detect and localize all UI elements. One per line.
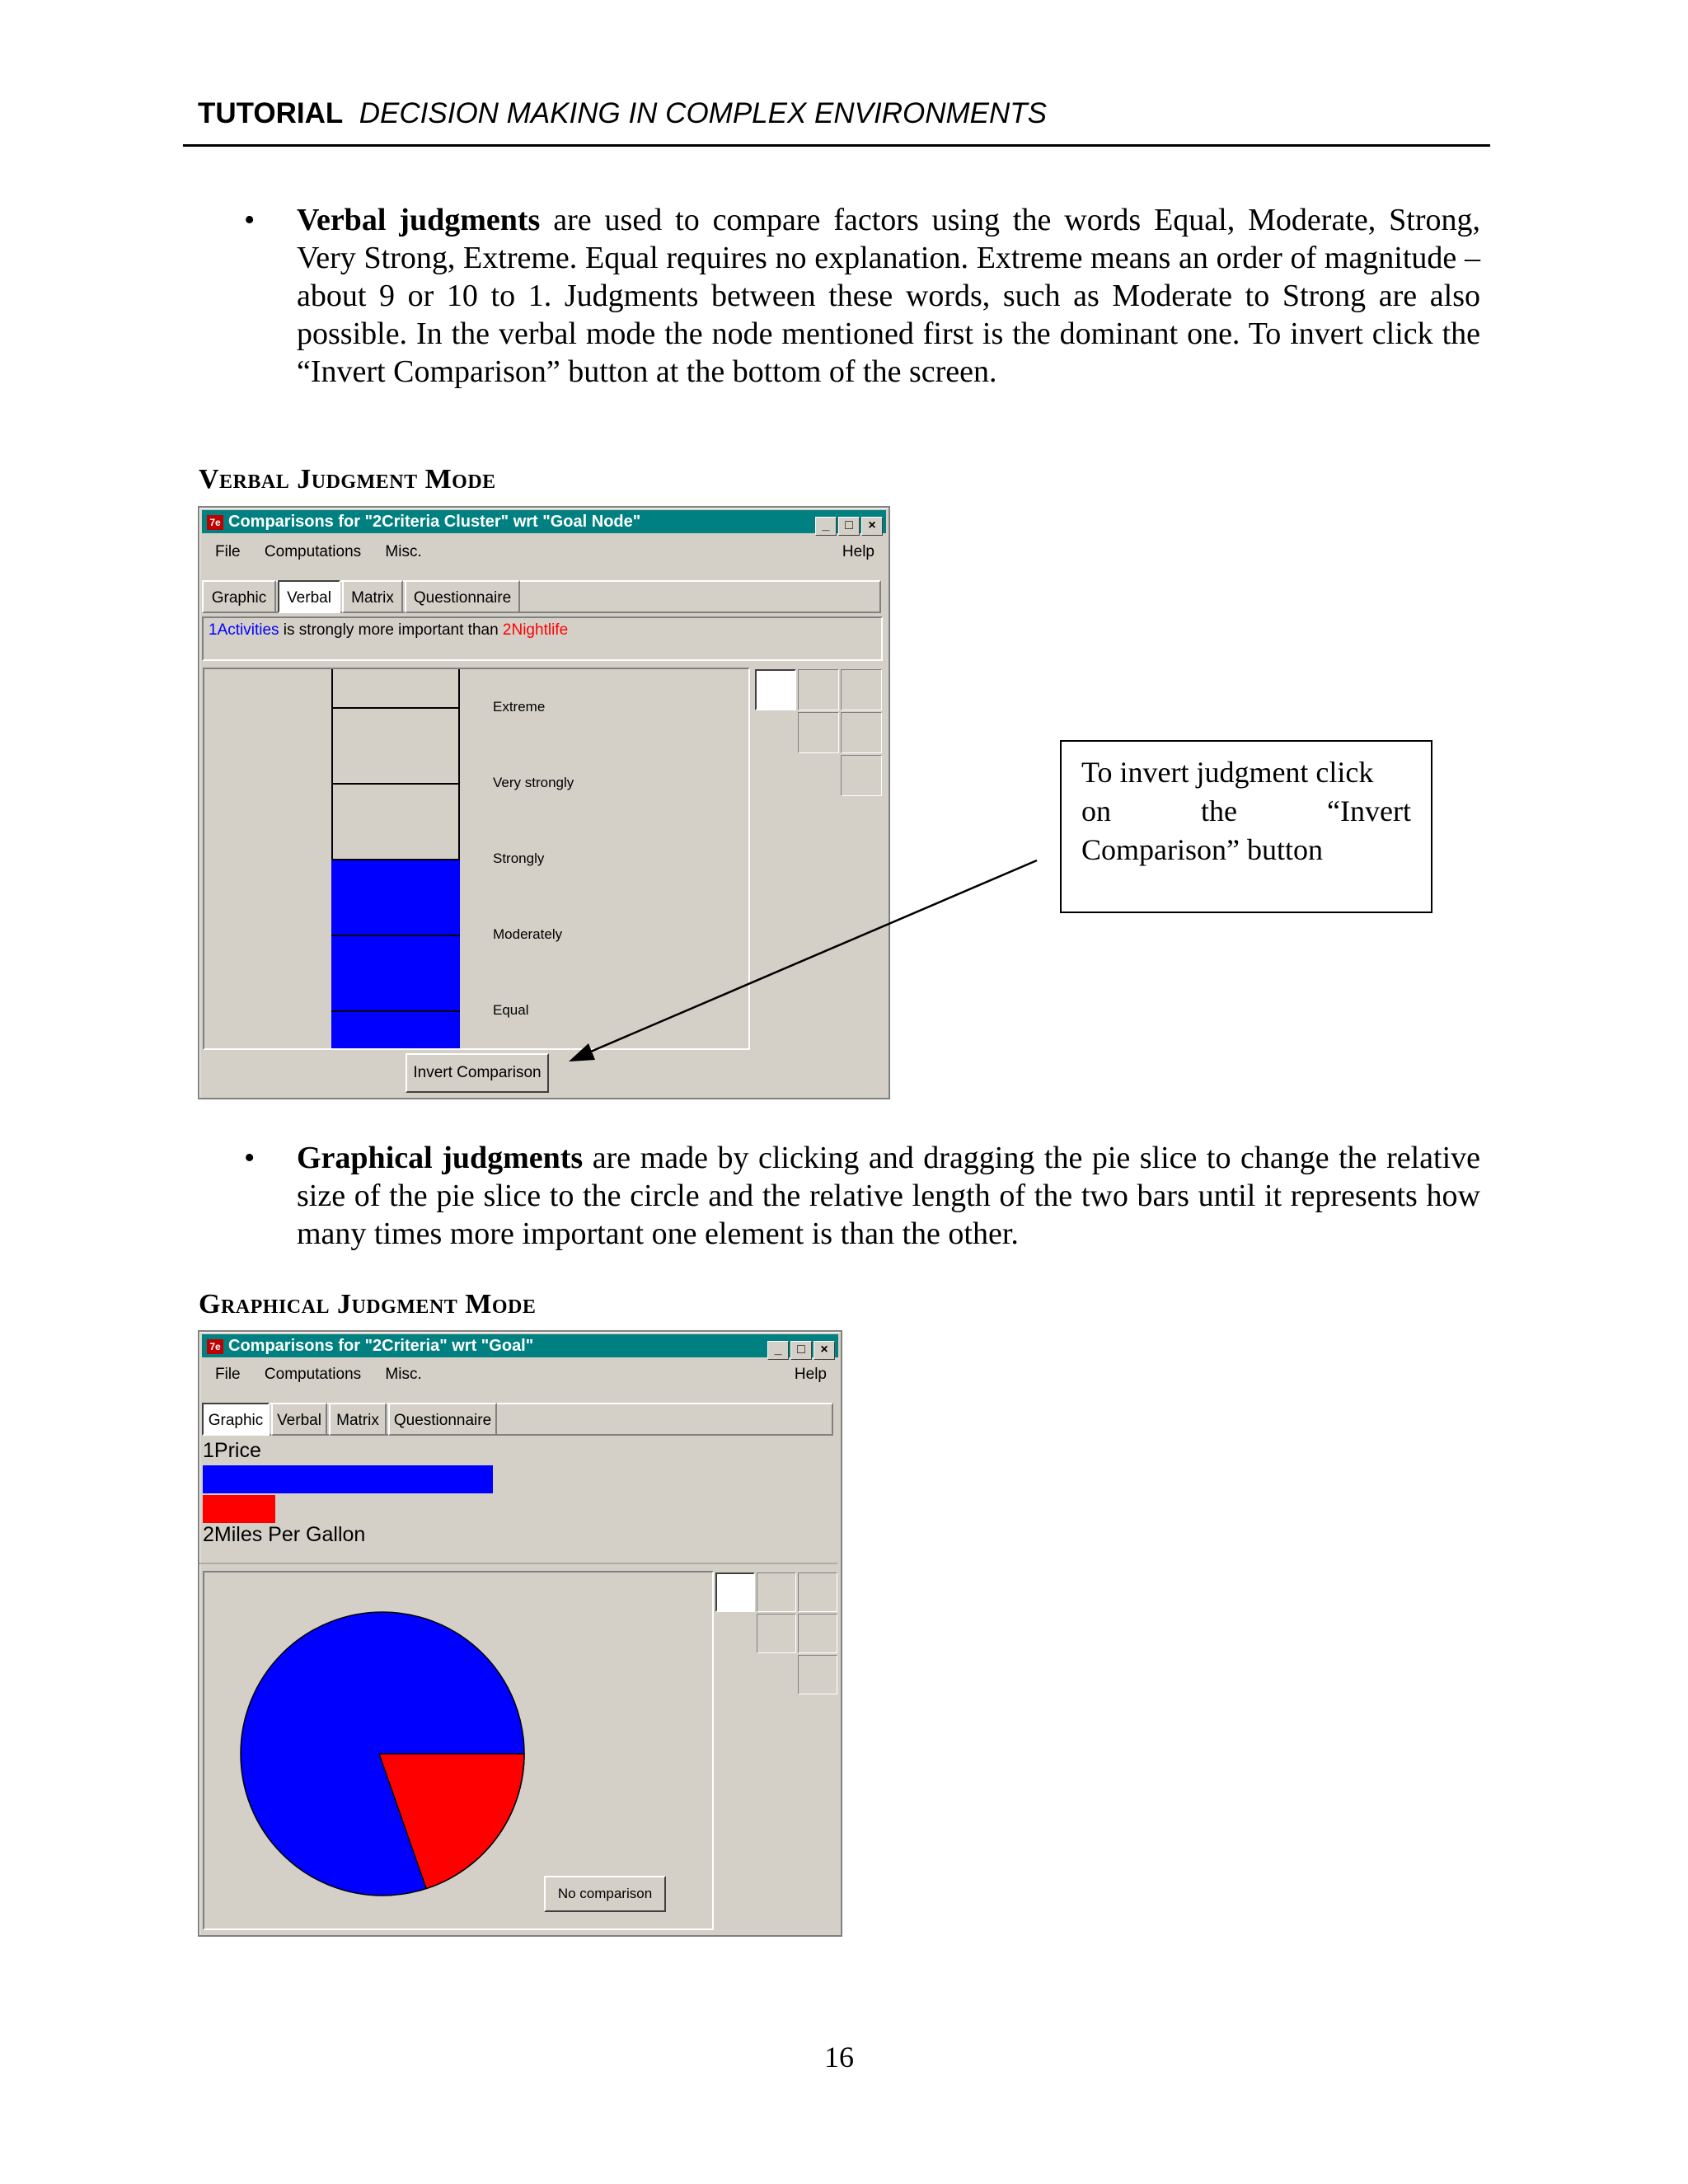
matrix-cell-3-4[interactable] (841, 755, 882, 796)
page-number: 16 (824, 2041, 854, 2074)
graphic-title: Comparisons for "2Criteria" wrt "Goal" (228, 1337, 534, 1355)
tick-moderately (331, 935, 460, 936)
item1-bar[interactable] (203, 1465, 493, 1493)
paragraph-graphical (297, 1139, 1480, 1253)
pie-chart[interactable] (237, 1609, 528, 1899)
verbal-window (198, 506, 890, 1099)
tab-questionnaire[interactable]: Questionnaire (388, 1403, 497, 1436)
tick-very-strongly (331, 783, 460, 785)
app-icon: 7e (207, 1339, 223, 1354)
statement-middle: is strongly more important than (279, 621, 503, 639)
label-very-strongly: Very strongly (493, 775, 574, 790)
statement-node2: 2Nightlife (502, 621, 569, 639)
tab-verbal[interactable]: Verbal (271, 1403, 327, 1436)
matrix-cell-3-4[interactable] (798, 1655, 837, 1694)
maximize-icon[interactable]: □ (790, 1341, 812, 1360)
matrix-cell-1-4[interactable] (798, 1572, 837, 1612)
label-extreme: Extreme (493, 699, 546, 715)
section-title-graphical: Graphical Judgment Mode (199, 1289, 537, 1319)
graphic-menubar (202, 1361, 838, 1388)
matrix-cell-1-3[interactable] (757, 1572, 796, 1612)
matrix-cell-1-2[interactable] (715, 1572, 755, 1612)
app-icon: 7e (207, 515, 223, 530)
tab-matrix[interactable]: Matrix (342, 580, 403, 613)
tab-graphic[interactable]: Graphic (202, 580, 276, 613)
section-title-verbal: Verbal Judgment Mode (199, 464, 496, 494)
text-graphical: are made by clicking and dragging the pie slice to change the relative size of the pie slice to the circle and the relative length of the two bars until it represents how many times more important one element is than the other. (297, 1141, 1480, 1251)
tick-equal (331, 1010, 460, 1012)
close-icon[interactable]: × (814, 1341, 835, 1360)
minimize-icon[interactable]: _ (815, 517, 837, 536)
callout-invert: “Invert (1327, 794, 1411, 827)
verbal-titlebar[interactable] (202, 510, 886, 533)
graphic-tabbar (202, 1399, 838, 1436)
graphic-titlebar[interactable] (202, 1334, 838, 1357)
menu-help[interactable]: Help (794, 1366, 827, 1383)
invert-comparison-button[interactable]: Invert Comparison (406, 1053, 549, 1093)
verbal-tabbar (202, 577, 886, 613)
item2-bar[interactable] (203, 1495, 275, 1523)
item1-label: 1Price (203, 1439, 261, 1462)
verbal-bar-fill[interactable] (331, 859, 460, 1048)
matrix-cell-1-4[interactable] (841, 669, 882, 710)
header-rule (183, 144, 1490, 147)
label-strongly: Strongly (493, 851, 545, 866)
matrix-cell-2-3[interactable] (757, 1614, 796, 1653)
header-tutorial: TUTORIAL (198, 97, 344, 129)
menu-misc[interactable]: Misc. (385, 543, 422, 560)
matrix-cell-2-4[interactable] (798, 1614, 837, 1653)
callout-line3: Comparison” button (1081, 833, 1323, 866)
verbal-title: Comparisons for "2Criteria Cluster" wrt "Goal Node" (228, 513, 641, 531)
menu-file[interactable]: File (215, 1366, 241, 1383)
no-comparison-button[interactable]: No comparison (544, 1876, 666, 1912)
term-graphical: Graphical judgments (297, 1141, 584, 1175)
tick-extreme (331, 707, 460, 709)
verbal-menubar (202, 539, 886, 565)
verbal-scale[interactable] (331, 669, 460, 1048)
maximize-icon[interactable]: □ (838, 517, 860, 536)
callout-line1: To invert judgment click (1081, 756, 1374, 789)
matrix-cell-1-3[interactable] (798, 669, 839, 710)
text-verbal: are used to compare factors using the words Equal, Moderate, Strong, Very Strong, Extreme. Equal requires no explanation. Extreme means an order of magnitude – about 9 or 10 to 1. Judgments between these words, such as Moderate to Strong are also possible. In the verbal mode the node mentioned first is the dominant one. To invert click the “Invert Comparison” button at the bottom of the screen. (297, 203, 1480, 389)
menu-computations[interactable]: Computations (264, 543, 362, 560)
matrix-cell-2-4[interactable] (841, 712, 882, 753)
label-moderately: Moderately (493, 926, 563, 942)
close-icon[interactable]: × (861, 517, 883, 536)
graphic-window (198, 1330, 842, 1937)
bullet-icon: • (244, 1141, 256, 1175)
tab-questionnaire[interactable]: Questionnaire (405, 580, 520, 613)
bullet-graphical (244, 1139, 1480, 1253)
menu-file[interactable]: File (215, 543, 241, 560)
term-verbal: Verbal judgments (297, 203, 541, 237)
tab-verbal[interactable]: Verbal (278, 580, 340, 613)
callout-line2 (1081, 792, 1411, 831)
bar-divider (199, 1563, 837, 1564)
running-header (198, 97, 1047, 130)
tick-strongly (331, 859, 460, 860)
bullet-verbal (244, 201, 1480, 391)
matrix-cell-2-3[interactable] (798, 712, 839, 753)
callout-on: on (1081, 794, 1111, 827)
verbal-scale-panel (203, 668, 750, 1050)
menu-help[interactable]: Help (842, 543, 874, 560)
comparison-statement (202, 616, 883, 661)
matrix-cell-1-2[interactable] (755, 669, 796, 710)
header-title: DECISION MAKING IN COMPLEX ENVIRONMENTS (359, 97, 1048, 129)
bullet-icon: • (244, 203, 256, 237)
tab-graphic[interactable]: Graphic (202, 1403, 270, 1436)
tab-matrix[interactable]: Matrix (329, 1403, 387, 1436)
label-equal: Equal (493, 1002, 529, 1018)
callout-the: the (1201, 794, 1238, 827)
menu-misc[interactable]: Misc. (385, 1366, 422, 1383)
minimize-icon[interactable]: _ (767, 1341, 789, 1360)
item2-label: 2Miles Per Gallon (203, 1523, 366, 1546)
callout-box (1060, 740, 1432, 913)
menu-computations[interactable]: Computations (264, 1366, 362, 1383)
paragraph-verbal (297, 201, 1480, 391)
statement-node1: 1Activities (209, 621, 279, 639)
